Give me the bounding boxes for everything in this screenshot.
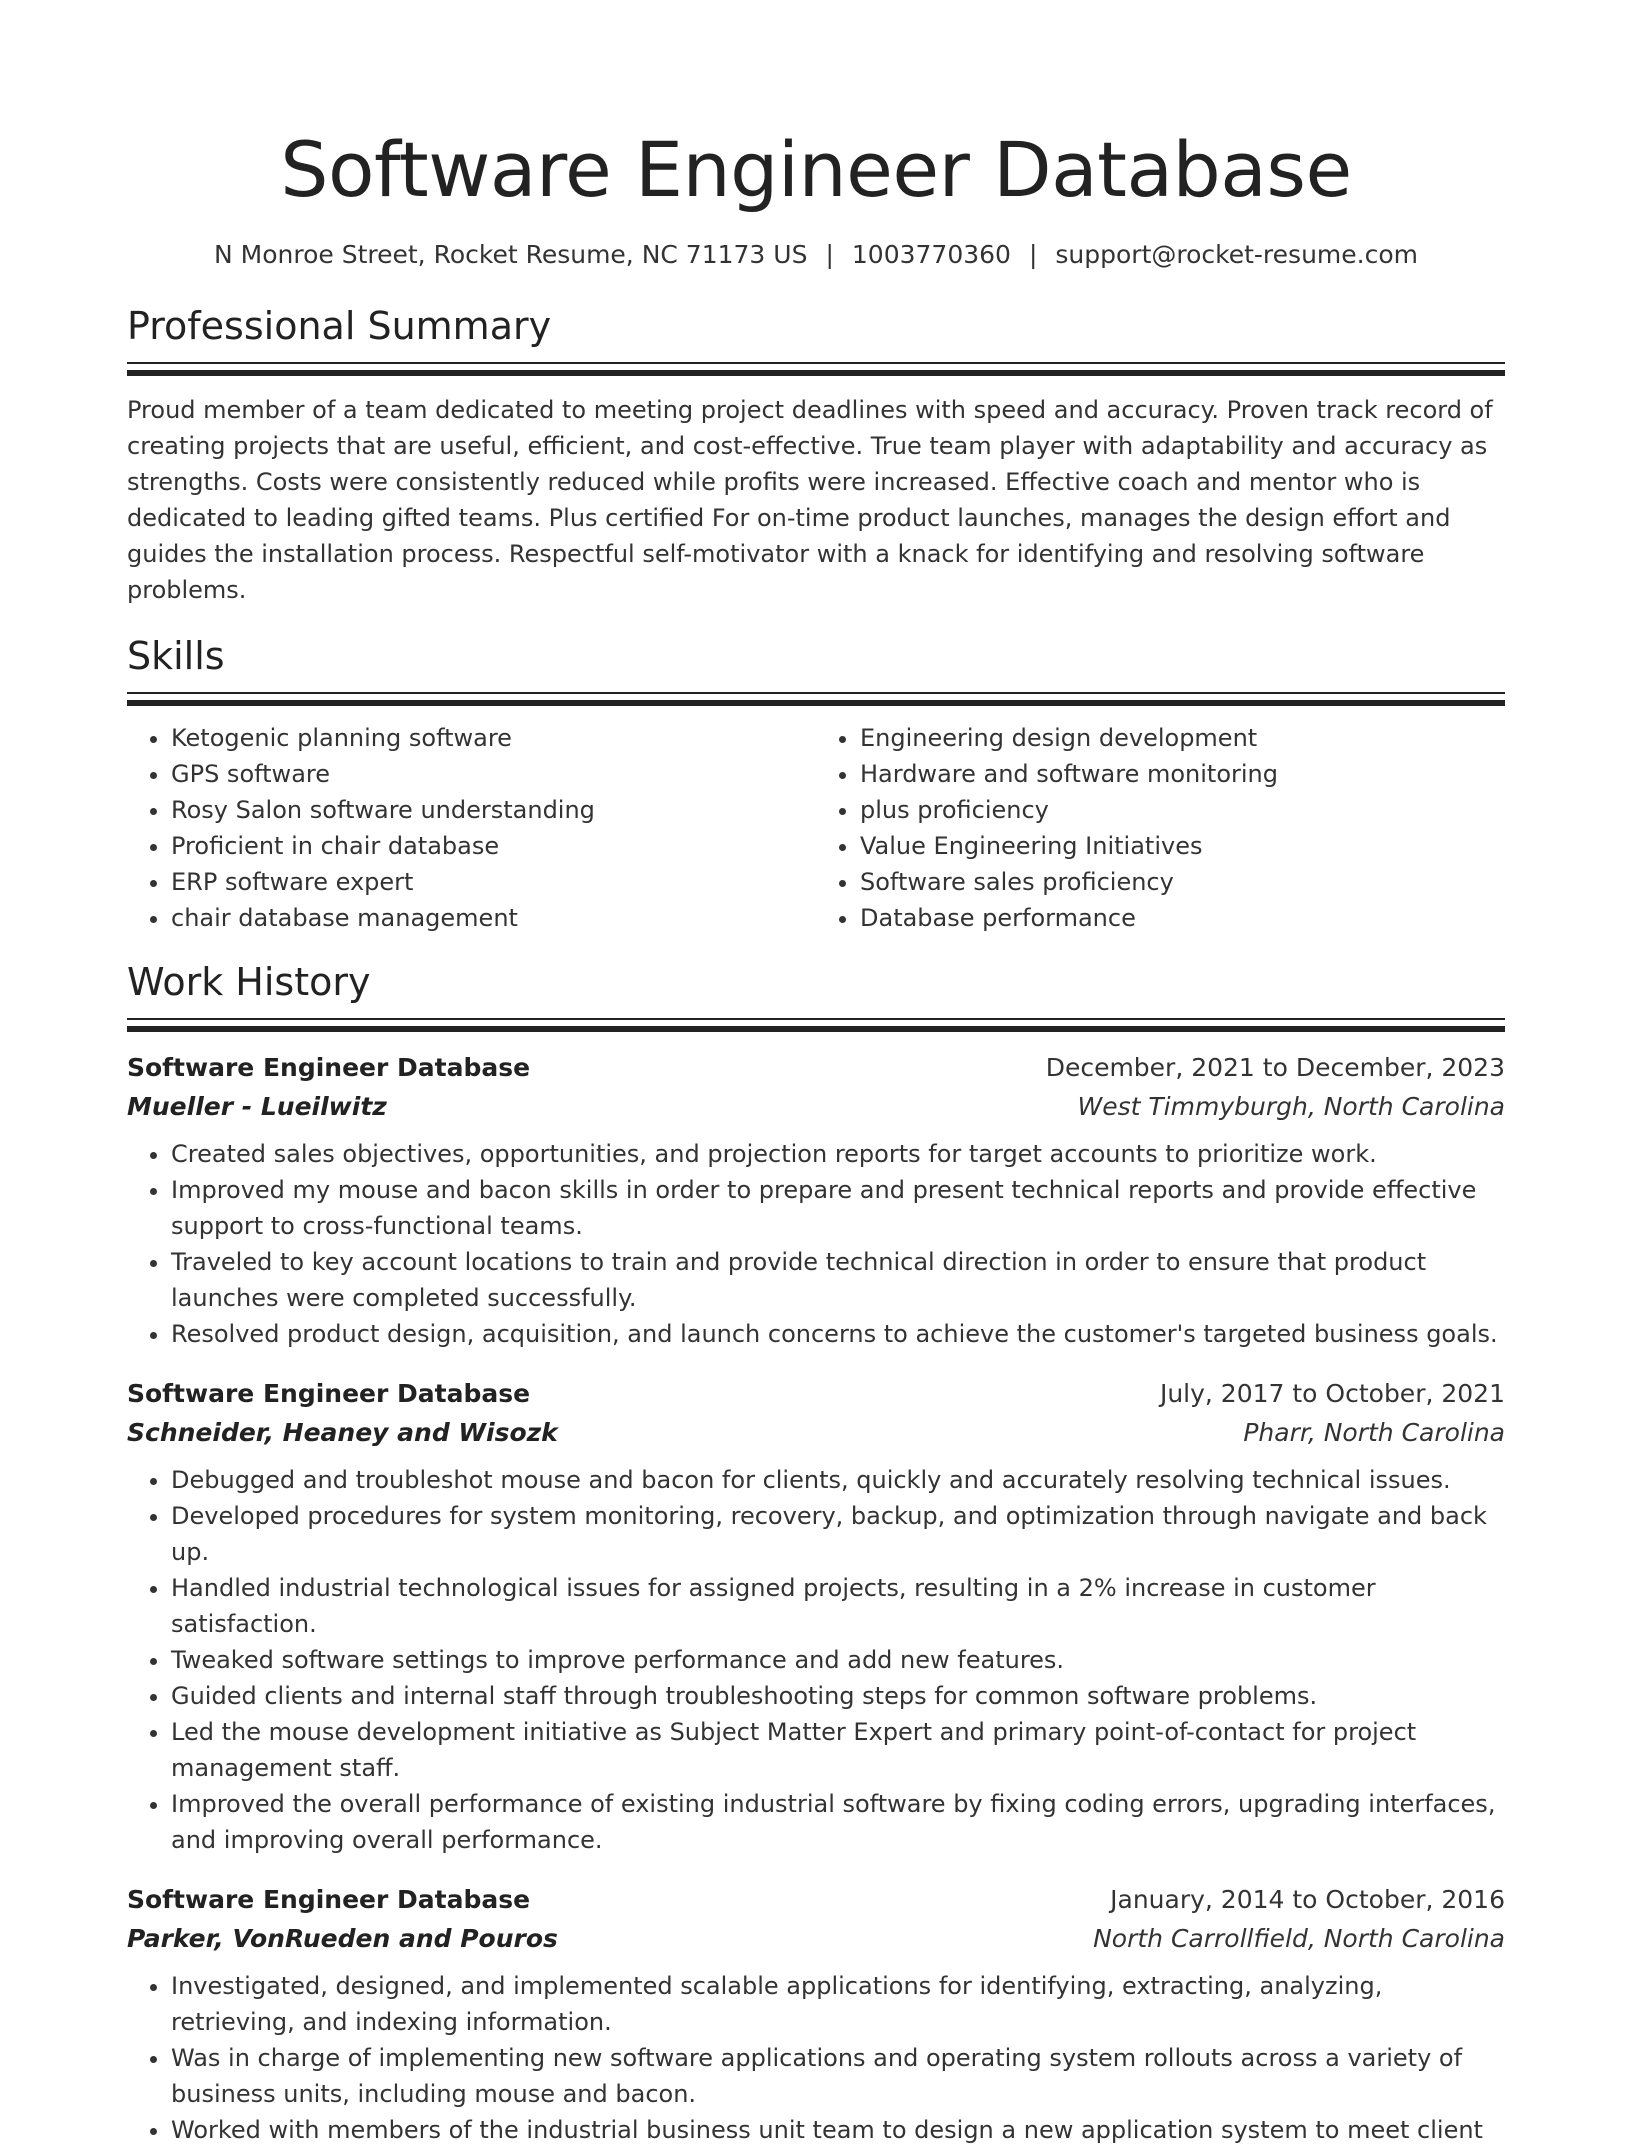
job-location: North Carrollfield, North Carolina (1093, 1924, 1505, 1953)
job-bullet: • Improved the overall performance of existing industrial software by fixing coding errors, upgrading interfaces, and improving overall performance. (171, 1786, 1505, 1858)
skill-item: • Value Engineering Initiatives (860, 828, 1505, 864)
skill-item: • Engineering design development (860, 720, 1505, 756)
job-entry (127, 1880, 1505, 2148)
summary-text: Proud member of a team dedicated to meeting project deadlines with speed and accuracy. Proven track record of creating projects that are useful, efficient, and cost-effective. True team player with adaptability and accuracy as strengths. Costs were consistently reduced while profits were increased. Effective coach and mentor who is dedicated to leading gifted teams. Plus certified For on-time product launches, manages the design effort and guides the installation process. Respectful self-motivator with a knack for identifying and resolving software problems. (127, 396, 1493, 604)
job-bullet: • Tweaked software settings to improve performance and add new features. (171, 1642, 1505, 1678)
skill-item: • Software sales proficiency (860, 864, 1505, 900)
job-bullet: • Created sales objectives, opportunities, and projection reports for target accounts to prioritize work. (171, 1136, 1505, 1172)
skills-heading: Skills (127, 634, 225, 678)
job-bullet: • Developed procedures for system monitoring, recovery, backup, and optimization through navigate and back up. (171, 1498, 1505, 1570)
job-bullet: • Worked with members of the industrial business unit team to design a new application system to meet client (171, 2112, 1505, 2148)
skill-item: • Hardware and software monitoring (860, 756, 1505, 792)
job-bullet: • Handled industrial technological issues for assigned projects, resulting in a 2% increase in customer satisfaction. (171, 1570, 1505, 1642)
skills-section (127, 632, 1505, 936)
job-bullet: • Investigated, designed, and implemented scalable applications for identifying, extracting, analyzing, retrieving, and indexing information. (171, 1968, 1505, 2040)
skill-item: • GPS software (171, 756, 816, 792)
skills-columns (127, 720, 1505, 936)
candidate-name: Software Engineer Database (280, 125, 1352, 214)
job-bullet: • Improved my mouse and bacon skills in order to prepare and present technical reports and provide effective support to cross-functional teams. (171, 1172, 1505, 1244)
job-bullet: • Was in charge of implementing new software applications and operating system rollouts across a variety of business units, including mouse and bacon. (171, 2040, 1505, 2112)
job-dates: July, 2017 to October, 2021 (1159, 1379, 1505, 1408)
job-bullets (127, 1136, 1505, 1352)
section-divider (127, 692, 1505, 706)
job-title: Software Engineer Database (127, 1885, 531, 1914)
job-bullet: • Resolved product design, acquisition, and launch concerns to achieve the customer's targeted business goals. (171, 1316, 1505, 1352)
summary-heading: Professional Summary (127, 304, 552, 348)
job-entry (127, 1374, 1505, 1858)
skill-item: • Ketogenic planning software (171, 720, 816, 756)
skill-item: • Rosy Salon software understanding (171, 792, 816, 828)
contact-separator: | (825, 240, 834, 269)
skill-item: • Database performance (860, 900, 1505, 936)
work-heading: Work History (127, 960, 371, 1004)
contact-separator: | (1028, 240, 1038, 269)
skill-item: • chair database management (171, 900, 816, 936)
skill-item: • plus proficiency (860, 792, 1505, 828)
job-bullet: • Traveled to key account locations to train and provide technical direction in order to ensure that product launches were completed successfully. (171, 1244, 1505, 1316)
job-company: Mueller - Lueilwitz (127, 1092, 387, 1121)
job-company: Parker, VonRueden and Pouros (127, 1924, 558, 1953)
section-divider (127, 1018, 1505, 1032)
job-bullet: • Debugged and troubleshot mouse and bacon for clients, quickly and accurately resolving technical issues. (171, 1462, 1505, 1498)
job-entry (127, 1048, 1505, 1352)
skills-list-left (127, 720, 816, 936)
job-bullet: • Guided clients and internal staff through troubleshooting steps for common software problems. (171, 1678, 1505, 1714)
job-dates: January, 2014 to October, 2016 (1110, 1885, 1505, 1914)
section-divider (127, 362, 1505, 376)
job-location: Pharr, North Carolina (1243, 1418, 1505, 1447)
contact-email: support@rocket-resume.com (1055, 240, 1418, 269)
job-title: Software Engineer Database (127, 1379, 531, 1408)
contact-address: N Monroe Street, Rocket Resume, NC 71173 US (214, 240, 808, 269)
work-section (127, 958, 1505, 2148)
job-bullets (127, 1968, 1505, 2148)
job-bullets (127, 1462, 1505, 1858)
summary-section (127, 302, 1505, 608)
job-location: West Timmyburgh, North Carolina (1077, 1092, 1505, 1121)
skill-item: • ERP software expert (171, 864, 816, 900)
job-dates: December, 2021 to December, 2023 (1045, 1053, 1505, 1082)
contact-phone: 1003770360 (851, 240, 1011, 269)
job-bullet: • Led the mouse development initiative as Subject Matter Expert and primary point-of-contact for project management staff. (171, 1714, 1505, 1786)
job-title: Software Engineer Database (127, 1053, 531, 1082)
job-company: Schneider, Heaney and Wisozk (127, 1418, 558, 1447)
skill-item: • Proficient in chair database (171, 828, 816, 864)
skills-list-right (816, 720, 1505, 936)
contact-line (127, 238, 1505, 272)
